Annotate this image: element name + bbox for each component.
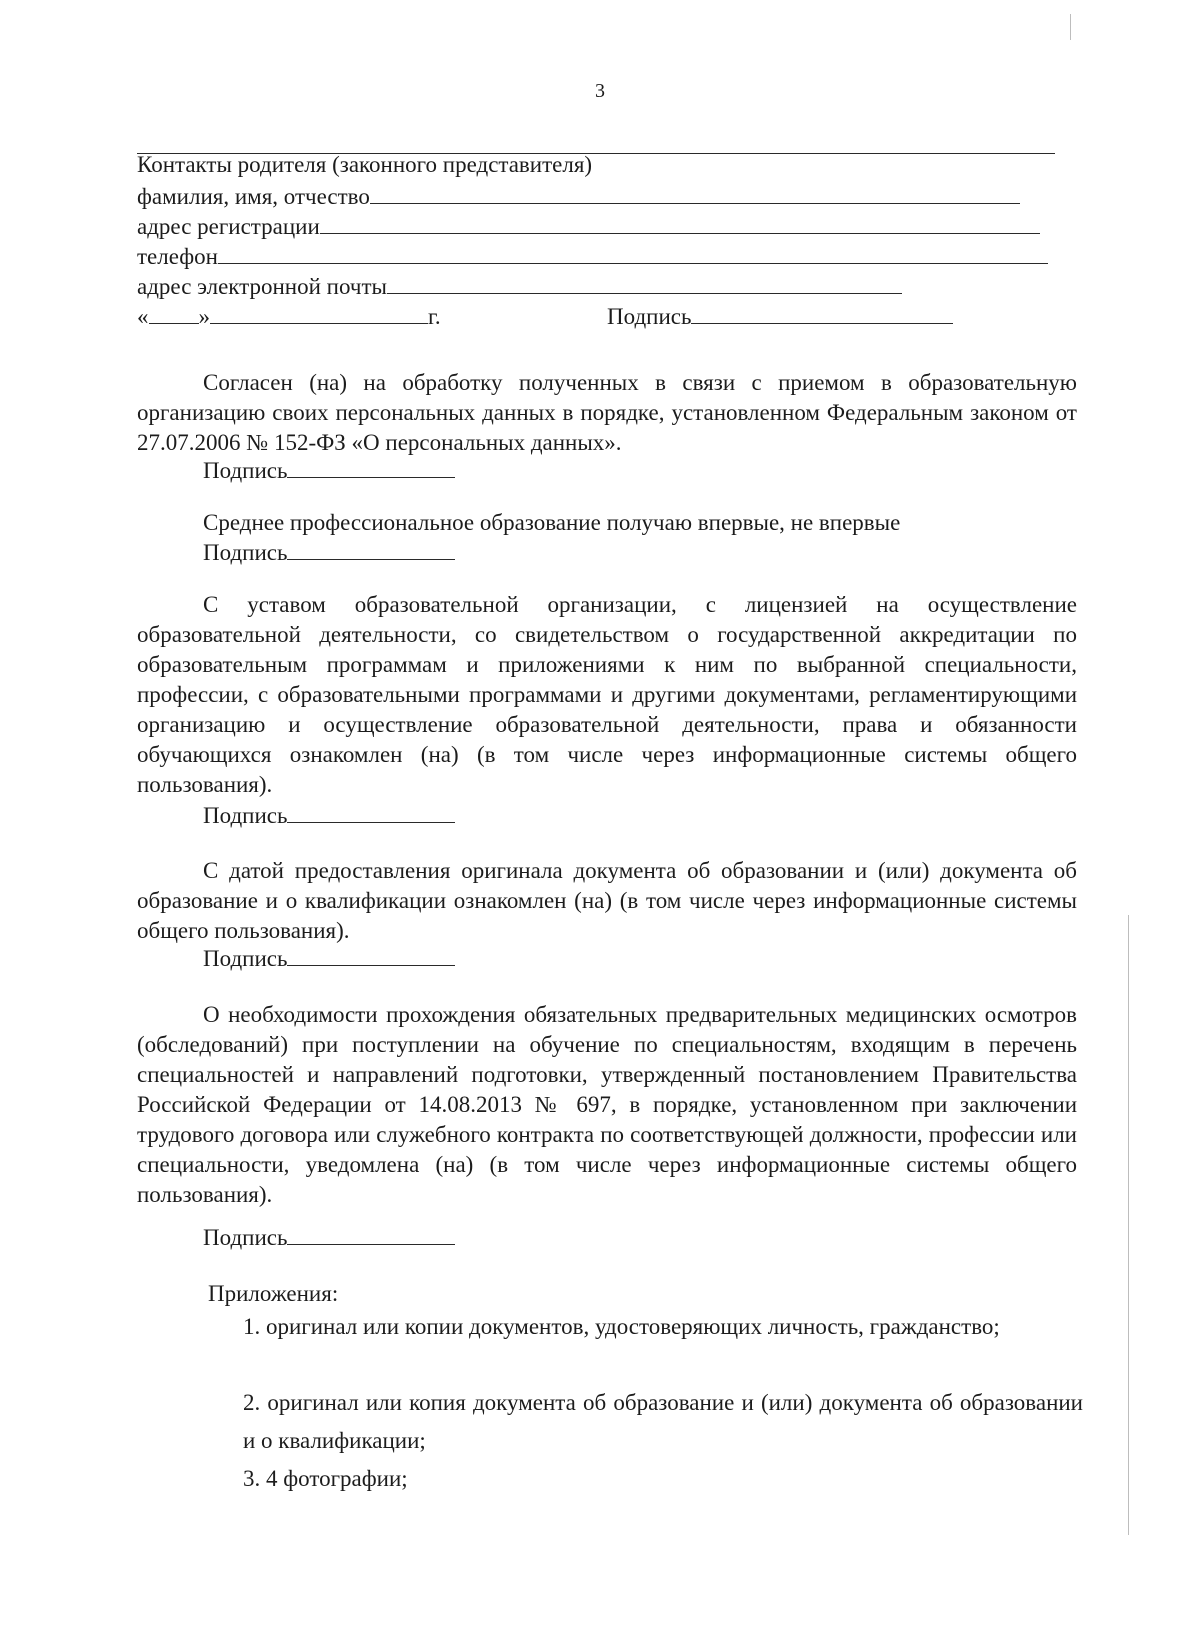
scan-edge-mark — [1128, 915, 1129, 1535]
scan-edge-mark — [1070, 14, 1071, 40]
signature-field[interactable] — [287, 455, 455, 478]
appendix-item-2: 2. оригинал или копия документа об образование и (или) документа об образовании и о квалификации; — [243, 1390, 1083, 1453]
fio-label: фамилия, имя, отчество — [137, 184, 370, 209]
phone-label: телефон — [137, 244, 218, 269]
address-line — [137, 211, 1040, 241]
page-number: 3 — [595, 80, 605, 102]
consent-medical-exams-signature — [203, 1222, 455, 1252]
email-label: адрес электронной почты — [137, 274, 387, 299]
signature-field[interactable] — [287, 537, 455, 560]
parent-signature-field[interactable] — [691, 301, 953, 324]
date-signature-line — [137, 301, 441, 331]
parent-signature — [607, 301, 953, 331]
date-month-field[interactable] — [210, 301, 428, 324]
appendix-item-1: 1. оригинал или копии документов, удостоверяющих личность, гражданство; — [243, 1314, 1000, 1339]
appendix-item-3: 3. 4 фотографии; — [243, 1466, 408, 1491]
signature-field[interactable] — [287, 800, 455, 823]
consent-charter-license: С уставом образовательной организации, с лицензией на осуществление образовательной деятельности, со свидетельством о государственной аккредитации по образовательным программам и приложениями к ним по выбранной специальности, профессии, с образовательными программами и другими документами, регламентирующими организацию и осуществление образовательной деятельности, права и обязанности обучающихся ознакомлен (на) (в том числе через информационные системы общего пользования). — [137, 592, 1077, 797]
address-field[interactable] — [320, 211, 1040, 234]
address-label: адрес регистрации — [137, 214, 320, 239]
email-field[interactable] — [387, 271, 902, 294]
parent-signature-label: Подпись — [607, 304, 692, 329]
contacts-heading-text: Контакты родителя (законного представителя) — [137, 152, 593, 177]
contacts-heading — [137, 151, 592, 179]
signature-label: Подпись — [203, 540, 288, 565]
signature-label: Подпись — [203, 803, 288, 828]
date-close-quote: » — [198, 304, 210, 329]
consent-original-document-date: С датой предоставления оригинала документа об образовании и (или) документа об образование и о квалификации ознакомлен (на) (в том числе через информационные системы общего пользования). — [137, 858, 1077, 943]
signature-label: Подпись — [203, 458, 288, 483]
appendix-title: Приложения: — [208, 1281, 339, 1306]
consent-medical-exams: О необходимости прохождения обязательных предварительных медицинских осмотров (обследований) при поступлении на обучение по специальностям, входящим в перечень специальностей и направлений подготовки, утвержденный постановлением Правительства Российской Федерации от 14.08.2013 № 697, в порядке, установленном при заключении трудового договора или служебного контракта по соответствующей должности, профессии или специальности, уведомлена (на) (в том числе через информационные системы общего пользования). — [137, 1002, 1077, 1207]
year-suffix: г. — [428, 304, 441, 329]
consent-first-education-signature — [203, 537, 455, 567]
consent-original-document-date-signature — [203, 943, 455, 973]
fio-line — [137, 181, 1020, 211]
date-open-quote: « — [137, 304, 149, 329]
signature-field[interactable] — [287, 943, 455, 966]
signature-field[interactable] — [287, 1222, 455, 1245]
phone-field[interactable] — [218, 241, 1048, 264]
consent-personal-data-signature — [203, 455, 455, 485]
signature-label: Подпись — [203, 946, 288, 971]
signature-label: Подпись — [203, 1225, 288, 1250]
consent-first-education: Среднее профессиональное образование получаю впервые, не впервые — [203, 510, 901, 535]
consent-charter-license-signature — [203, 800, 455, 830]
date-day-field[interactable] — [149, 301, 199, 324]
phone-line — [137, 241, 1048, 271]
consent-personal-data: Согласен (на) на обработку полученных в связи с приемом в образовательную организацию своих персональных данных в порядке, установленном Федеральным законом от 27.07.2006 № 152-ФЗ «О персональных данных». — [137, 370, 1077, 455]
email-line — [137, 271, 902, 301]
fio-field[interactable] — [370, 181, 1020, 204]
